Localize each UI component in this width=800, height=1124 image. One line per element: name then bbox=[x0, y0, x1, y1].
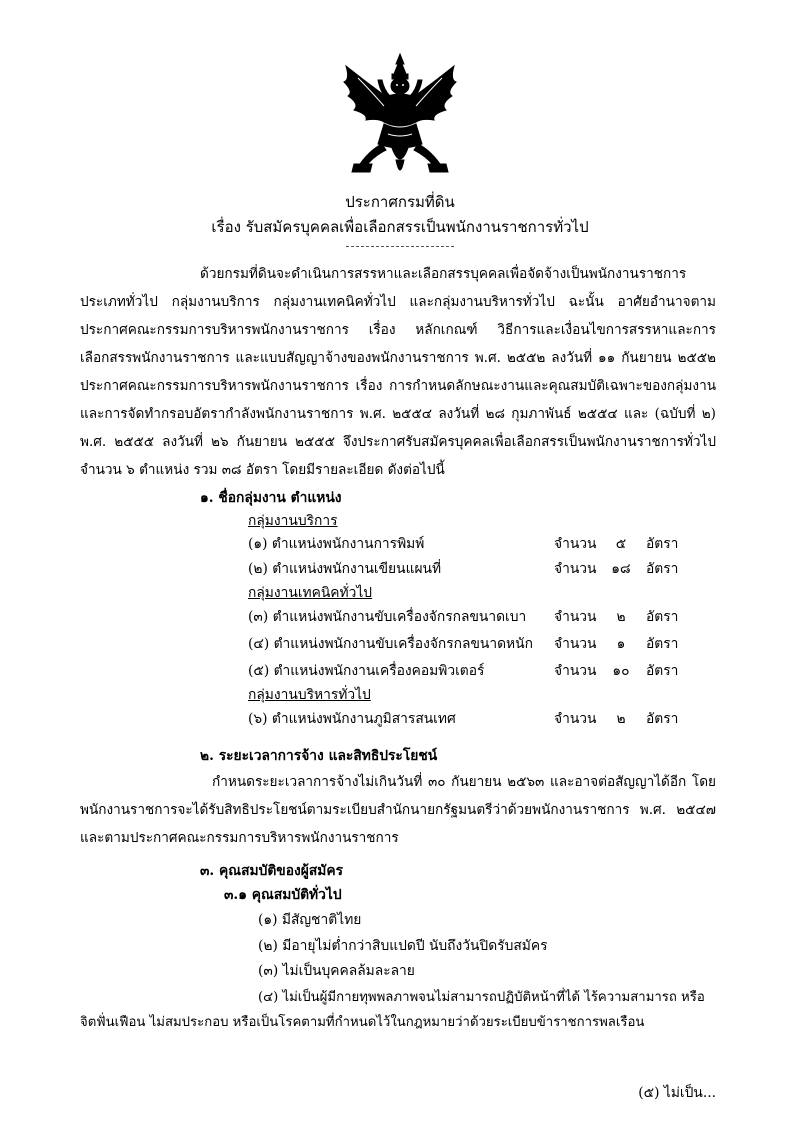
position-count: ๑๘ bbox=[611, 561, 631, 577]
group-technical-heading: กลุ่มงานเทคนิคทั่วไป bbox=[248, 585, 373, 601]
position-unit: จำนวน bbox=[554, 636, 597, 652]
position-count: ๑ bbox=[616, 636, 626, 652]
qualification-item: (๓) ไม่เป็นบุคคลล้มละลาย bbox=[258, 963, 415, 979]
position-name: (๖) ตำแหน่งพนักงานภูมิสารสนเทศ bbox=[248, 711, 456, 727]
intro-paragraph: ด้วยกรมที่ดินจะดำเนินการสรรหาและเลือกสรรบุคคลเพื่อจัดจ้างเป็นพนักงานราชการประเภททั่วไป กลุ่มงานบริการ กลุ่มงานเทคนิคทั่วไป และกลุ่มงานบริหารทั่วไป ฉะนั้น อาศัยอำนาจตามประกาศคณะกรรมการบริหารพนักงานราชการ เรื่อง หลักเกณฑ์ วิธีการและเงื่อนไขการสรรหาและการเลือกสรรพนักงานราชการ และแบบสัญญาจ้างของพนักงานราชการ พ.ศ. ๒๕๕๒ ลงวันที่ ๑๑ กันยายน ๒๕๕๒ ประกาศคณะกรรมการบริหารพนักงานราชการ เรื่อง การกำหนดลักษณะงานและคุณสมบัติเฉพาะของกลุ่มงานและการจัดทำกรอบอัตรากำลังพนักงานราชการ พ.ศ. ๒๕๕๔ ลงวันที่ ๒๘ กุมภาพันธ์ ๒๕๕๔ และ (ฉบับที่ ๒) พ.ศ. ๒๕๕๕ ลงวันที่ ๒๖ กันยายน ๒๕๕๕ จึงประกาศรับสมัครบุคคลเพื่อเลือกสรรเป็นพนักงานราชการทั่วไป จำนวน ๖ ตำแหน่ง รวม ๓๘ อัตรา โดยมีรายละเอียด ดังต่อไปนี้ bbox=[80, 266, 716, 478]
position-count: ๒ bbox=[616, 711, 626, 727]
section1-title: ๑. ชื่อกลุ่มงาน ตำแหน่ง bbox=[200, 490, 342, 506]
section2-paragraph: กำหนดระยะเวลาการจ้างไม่เกินวันที่ ๓๐ กันยายน ๒๕๖๓ และอาจต่อสัญญาได้อีก โดยพนักงานราชการจะได้รับสิทธิประโยชน์ตามระเบียบสำนักนายกรัฐมนตรีว่าด้วยพนักงานราชการ พ.ศ. ๒๕๔๗ และตามประกาศคณะกรรมการบริหารพนักงานราชการ bbox=[80, 774, 716, 846]
garuda-emblem-icon bbox=[336, 52, 464, 184]
position-unit: จำนวน bbox=[554, 609, 597, 625]
continued-marker: (๕) ไม่เป็น... bbox=[638, 1085, 716, 1101]
position-count: ๒ bbox=[616, 609, 626, 625]
position-unit: จำนวน bbox=[554, 711, 597, 727]
document-heading: ประกาศกรมที่ดิน bbox=[345, 193, 455, 211]
section2-title: ๒. ระยะเวลาการจ้าง และสิทธิประโยชน์ bbox=[200, 748, 438, 764]
position-rate: อัตรา bbox=[646, 663, 679, 679]
group-service-heading: กลุ่มงานบริการ bbox=[248, 513, 338, 529]
position-rate: อัตรา bbox=[646, 536, 679, 552]
document-subject: เรื่อง รับสมัครบุคคลเพื่อเลือกสรรเป็นพนักงานราชการทั่วไป bbox=[211, 218, 589, 236]
position-rate: อัตรา bbox=[646, 711, 679, 727]
qualification-item-continued: จิตฟั่นเฟือน ไม่สมประกอบ หรือเป็นโรคตามที่กำหนดไว้ในกฎหมายว่าด้วยระเบียบข้าราชการพลเรือน bbox=[80, 1015, 645, 1030]
position-unit: จำนวน bbox=[554, 561, 597, 577]
position-name: (๕) ตำแหน่งพนักงานเครื่องคอมพิวเตอร์ bbox=[248, 663, 485, 679]
section3-title: ๓. คุณสมบัติของผู้สมัคร bbox=[200, 863, 343, 879]
position-count: ๑๐ bbox=[612, 663, 630, 679]
position-name: (๑) ตำแหน่งพนักงานการพิมพ์ bbox=[248, 536, 425, 552]
group-admin-heading: กลุ่มงานบริหารทั่วไป bbox=[248, 687, 371, 703]
section3-subtitle: ๓.๑ คุณสมบัติทั่วไป bbox=[224, 887, 342, 903]
position-count: ๕ bbox=[615, 536, 627, 552]
qualification-item: (๒) มีอายุไม่ต่ำกว่าสิบแปดปี นับถึงวันปิดรับสมัคร bbox=[258, 938, 548, 954]
qualification-item: (๑) มีสัญชาติไทย bbox=[258, 912, 362, 928]
position-name: (๓) ตำแหน่งพนักงานขับเครื่องจักรกลขนาดเบา bbox=[248, 609, 527, 625]
position-unit: จำนวน bbox=[554, 536, 597, 552]
qualification-item: (๔) ไม่เป็นผู้มีกายทุพพลภาพจนไม่สามารถปฏิบัติหน้าที่ได้ ไร้ความสามารถ หรือ bbox=[258, 990, 705, 1005]
position-rate: อัตรา bbox=[646, 609, 679, 625]
position-name: (๔) ตำแหน่งพนักงานขับเครื่องจักรกลขนาดหนัก bbox=[248, 636, 533, 652]
position-name: (๒) ตำแหน่งพนักงานเขียนแผนที่ bbox=[248, 561, 442, 577]
position-rate: อัตรา bbox=[646, 636, 679, 652]
title-separator bbox=[346, 246, 454, 247]
position-rate: อัตรา bbox=[646, 561, 679, 577]
position-unit: จำนวน bbox=[554, 663, 597, 679]
